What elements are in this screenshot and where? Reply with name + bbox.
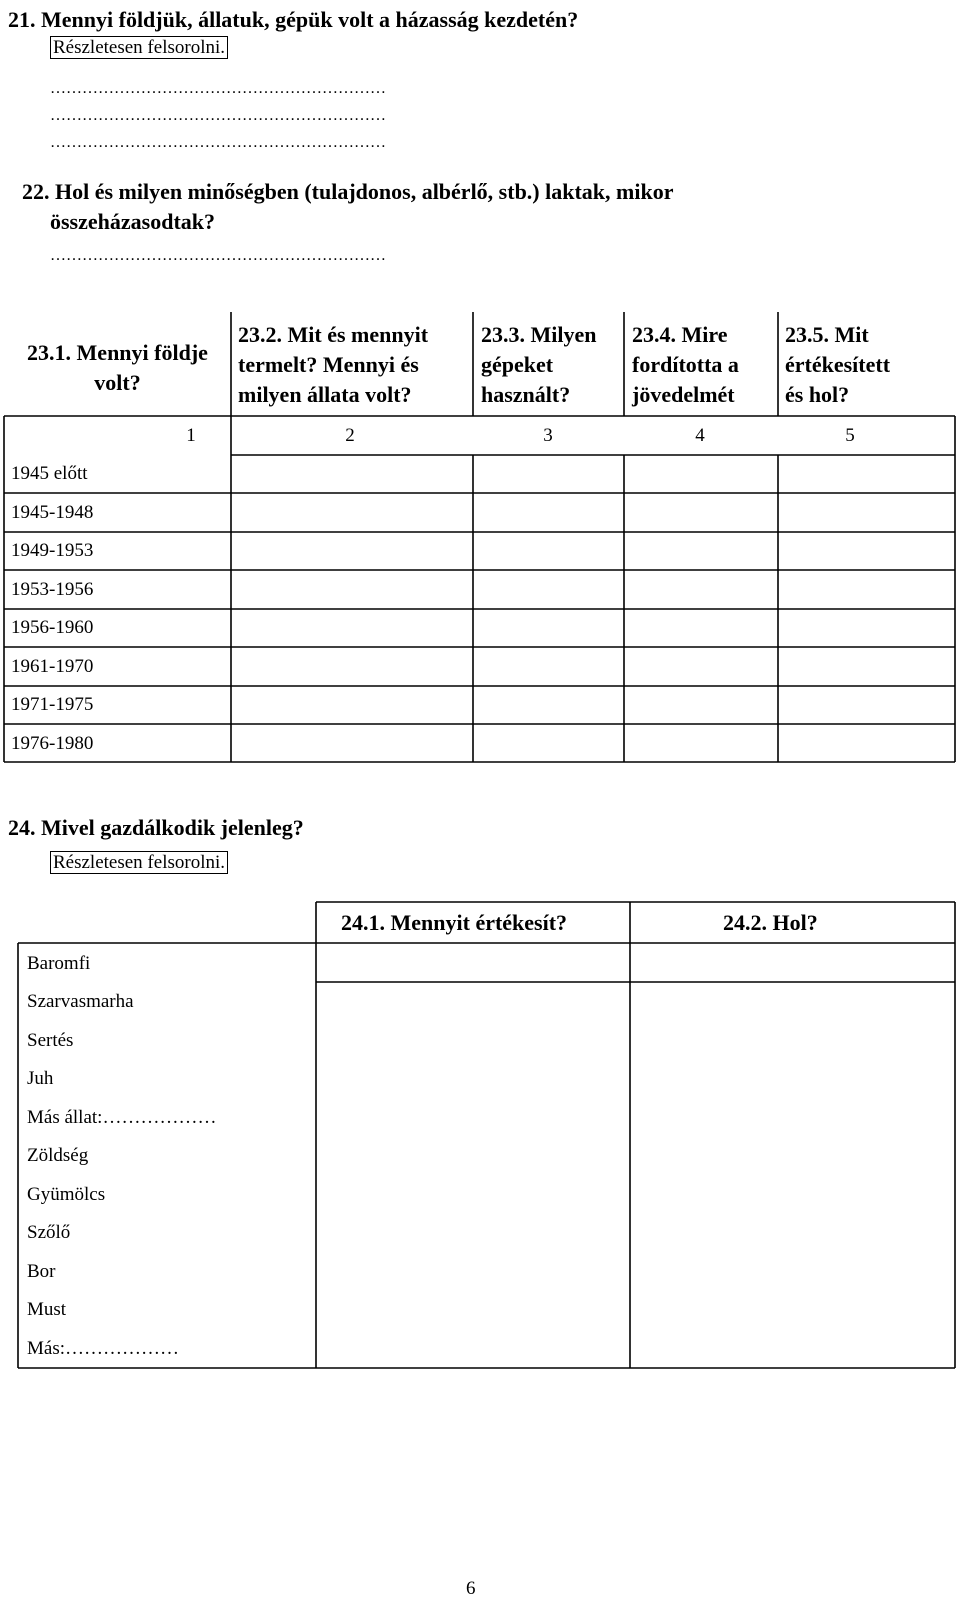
header-23-5 [785, 320, 890, 410]
header-24-1: 24.1. Mennyit értékesít? [341, 910, 568, 935]
row-label-sertes: Sertés [27, 1030, 74, 1051]
header-23-2-line-1: 23.2. Mit és mennyit [238, 322, 429, 347]
question-22-dots: ……………………………………………………… [50, 247, 386, 264]
header-23-4 [632, 320, 739, 410]
row-label-gyumolcs: Gyümölcs [27, 1184, 106, 1205]
header-23-3 [481, 320, 597, 410]
header-24-2: 24.2. Hol? [723, 910, 818, 935]
column-number-1: 1 [186, 425, 196, 446]
header-23-5-line-3: és hol? [785, 382, 850, 407]
question-22-line-1: 22. Hol és milyen minőségben (tulajdonos, albérlő, stb.) laktak, mikor [22, 179, 674, 204]
header-23-1-line-2: volt? [94, 370, 141, 395]
header-23-4-line-1: 23.4. Mire [632, 322, 728, 347]
column-number-4: 4 [695, 425, 705, 446]
row-label-bor: Bor [27, 1261, 56, 1282]
row-label-mas: Más:……………… [27, 1338, 179, 1359]
column-number-3: 3 [543, 425, 553, 446]
question-24-title: 24. Mivel gazdálkodik jelenleg? [8, 815, 304, 840]
row-label-juh: Juh [27, 1068, 54, 1089]
row-label-1949-1953: 1949-1953 [11, 540, 94, 561]
question-24-note: Részletesen felsorolni. [50, 851, 228, 874]
header-23-3-line-2: gépeket [481, 352, 554, 377]
question-21-note: Részletesen felsorolni. [50, 36, 228, 59]
header-23-1 [10, 338, 225, 398]
question-21-dots-1: ……………………………………………………… [50, 80, 386, 97]
row-label-1945-elott: 1945 előtt [11, 463, 88, 484]
row-label-1953-1956: 1953-1956 [11, 579, 94, 600]
row-label-mas-allat: Más állat:……………… [27, 1107, 217, 1128]
row-label-baromfi: Baromfi [27, 953, 91, 974]
header-23-1-line-1: 23.1. Mennyi földje [27, 340, 208, 365]
header-23-4-line-3: jövedelmét [632, 382, 735, 407]
row-label-1961-1970: 1961-1970 [11, 656, 94, 677]
header-23-2-line-2: termelt? Mennyi és [238, 352, 419, 377]
question-21-title: 21. Mennyi földjük, állatuk, gépük volt a házasság kezdetén? [8, 7, 579, 32]
column-number-5: 5 [845, 425, 855, 446]
question-21-dots-2: ……………………………………………………… [50, 107, 386, 124]
row-label-szolo: Szőlő [27, 1222, 71, 1243]
page-number: 6 [466, 1578, 476, 1599]
header-23-5-line-1: 23.5. Mit [785, 322, 869, 347]
column-number-2: 2 [345, 425, 355, 446]
header-23-4-line-2: fordította a [632, 352, 739, 377]
header-23-2-line-3: milyen állata volt? [238, 382, 412, 407]
question-22-line-2: összeházasodtak? [50, 209, 216, 234]
row-label-1945-1948: 1945-1948 [11, 502, 94, 523]
row-label-1971-1975: 1971-1975 [11, 694, 94, 715]
header-23-5-line-2: értékesített [785, 352, 891, 377]
question-21-dots-3: ……………………………………………………… [50, 134, 386, 151]
header-23-2 [238, 320, 428, 410]
row-label-szarvasmarha: Szarvasmarha [27, 991, 134, 1012]
header-23-3-line-1: 23.3. Milyen [481, 322, 597, 347]
row-label-must: Must [27, 1299, 67, 1320]
row-label-1976-1980: 1976-1980 [11, 733, 94, 754]
header-23-3-line-3: használt? [481, 382, 571, 407]
row-label-zoldseg: Zöldség [27, 1145, 89, 1166]
row-label-1956-1960: 1956-1960 [11, 617, 94, 638]
